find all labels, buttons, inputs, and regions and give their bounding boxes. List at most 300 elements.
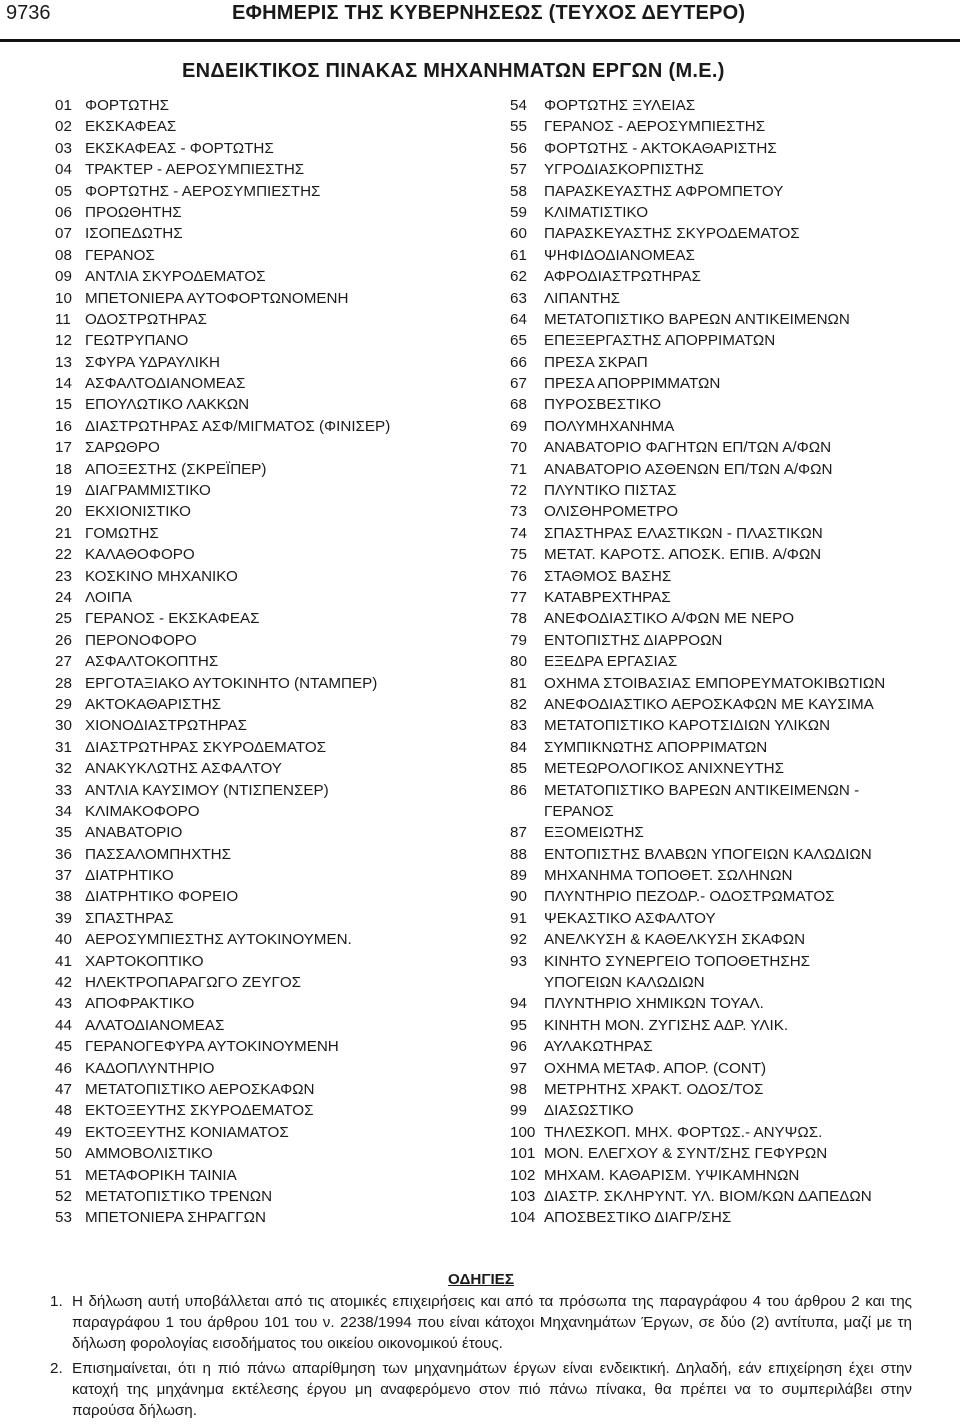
item-number: 17 [55, 439, 72, 457]
machine-list-item [510, 1186, 950, 1207]
machine-list-item [55, 288, 475, 309]
item-label: ΜΕΤΕΩΡΟΛΟΓΙΚΟΣ ΑΝΙΧΝΕΥΤΗΣ [544, 760, 784, 778]
machine-list-item [55, 1100, 475, 1121]
machine-list-item [510, 951, 950, 972]
item-label: ΔΙΑΣΤΡΩΤΗΡΑΣ ΑΣΦ/ΜΙΓΜΑΤΟΣ (ΦΙΝΙΣΕΡ) [85, 417, 391, 435]
item-label: ΦΟΡΤΩΤΗΣ ΞΥΛΕΙΑΣ [544, 97, 696, 114]
item-label: ΟΔΟΣΤΡΩΤΗΡΑΣ [85, 310, 208, 328]
machine-list-item [55, 95, 475, 116]
left-column-list [55, 95, 475, 1229]
machine-list-item [55, 1036, 475, 1057]
item-label: ΕΞΕΔΡΑ ΕΡΓΑΣΙΑΣ [544, 653, 678, 671]
machine-list-item [55, 1015, 475, 1036]
page-header [0, 2, 960, 32]
item-label-continuation: ΥΠΟΓΕΙΩΝ ΚΑΛΩΔΙΩΝ [544, 974, 705, 992]
machine-list-item [510, 630, 950, 651]
item-label: ΕΝΤΟΠΙΣΤΗΣ ΒΛΑΒΩΝ ΥΠΟΓΕΙΩΝ ΚΑΛΩΔΙΩΝ [544, 845, 872, 863]
item-number: 25 [55, 610, 72, 628]
machine-list-item [510, 416, 950, 437]
machine-list-item [510, 886, 950, 907]
machine-list-item [510, 1207, 950, 1228]
item-label: ΠΛΥΝΤΗΡΙΟ ΧΗΜΙΚΩΝ ΤΟΥΑΛ. [544, 995, 764, 1013]
item-number: 94 [510, 995, 527, 1013]
machine-list-item [55, 737, 475, 758]
machine-list-item [55, 523, 475, 544]
machine-list-item [510, 288, 950, 309]
item-number: 54 [510, 97, 527, 114]
item-label: ΔΙΑΤΡΗΤΙΚΟ [85, 867, 174, 885]
machine-list-item [510, 373, 950, 394]
item-label-continuation: ΓΕΡΑΝΟΣ [544, 802, 614, 820]
item-number: 97 [510, 1059, 527, 1077]
machine-list-item [510, 116, 950, 137]
machine-list-item [55, 972, 475, 993]
machine-list-item [510, 758, 950, 779]
item-number: 12 [55, 332, 72, 350]
item-label: ΑΠΟΦΡΑΚΤΙΚΟ [85, 995, 195, 1013]
item-number: 67 [510, 375, 527, 393]
item-number: 86 [510, 781, 527, 799]
machine-list-item [510, 566, 950, 587]
machine-list-item [55, 1058, 475, 1079]
machine-list-item [510, 1165, 950, 1186]
machine-list-item [510, 1058, 950, 1079]
item-label: ΚΛΙΜΑΚΟΦΟΡΟ [85, 802, 200, 820]
machine-list-item [55, 1079, 475, 1100]
machine-list-item [55, 394, 475, 415]
item-label: ΕΠΕΞΕΡΓΑΣΤΗΣ ΑΠΟΡΡΙΜΑΤΩΝ [544, 332, 776, 350]
item-label: ΔΙΑΣΤΡ. ΣΚΛΗΡΥΝΤ. ΥΛ. ΒΙΟΜ/ΚΩΝ ΔΑΠΕΔΩΝ [544, 1187, 872, 1205]
machine-list-item [55, 844, 475, 865]
machine-list-item [55, 202, 475, 223]
item-label: ΓΕΡΑΝΟΓΕΦΥΡΑ ΑΥΤΟΚΙΝΟΥΜΕΝΗ [85, 1038, 339, 1056]
item-number: 28 [55, 674, 72, 692]
machine-list-item [55, 801, 475, 822]
item-number: 36 [55, 845, 72, 863]
item-number: 31 [55, 738, 72, 756]
machine-list-item [55, 1186, 475, 1207]
machine-list-item [510, 929, 950, 950]
machine-list-item [55, 1122, 475, 1143]
item-number: 08 [55, 246, 72, 264]
item-label: ΚΙΝΗΤΗ ΜΟΝ. ΖΥΓΙΣΗΣ ΑΔΡ. ΥΛΙΚ. [544, 1016, 789, 1034]
item-number: 49 [55, 1123, 72, 1141]
item-label: ΑΝΤΛΙΑ ΚΑΥΣΙΜΟΥ (ΝΤΙΣΠΕΝΣΕΡ) [85, 781, 329, 799]
item-label: ΤΗΛΕΣΚΟΠ. ΜΗΧ. ΦΟΡΤΩΣ.- ΑΝΥΨΩΣ. [544, 1123, 823, 1141]
item-number: 78 [510, 610, 527, 628]
machine-list-item [55, 181, 475, 202]
machine-list-item [510, 544, 950, 565]
item-number: 58 [510, 182, 527, 200]
machine-list-item [510, 309, 950, 330]
item-number: 101 [510, 1145, 536, 1163]
item-number: 98 [510, 1080, 527, 1098]
item-label: ΣΠΑΣΤΗΡΑΣ [85, 909, 174, 927]
item-number: 37 [55, 867, 72, 885]
item-number: 59 [510, 203, 527, 221]
machine-list-item [55, 245, 475, 266]
item-number: 89 [510, 867, 527, 885]
item-number: 27 [55, 653, 72, 671]
item-label: ΜΕΤΑΤΟΠΙΣΤΙΚΟ ΚΑΡΟΤΣΙΔΙΩΝ ΥΛΙΚΩΝ [544, 717, 831, 735]
item-number: 41 [55, 952, 72, 970]
item-label: ΜΗΧΑΝΗΜΑ ΤΟΠΟΘΕΤ. ΣΩΛΗΝΩΝ [544, 867, 793, 885]
machine-list-item [510, 673, 950, 694]
item-label: ΕΚΧΙΟΝΙΣΤΙΚΟ [85, 503, 191, 521]
item-label: ΣΤΑΘΜΟΣ ΒΑΣΗΣ [544, 567, 672, 585]
machine-list-item [55, 459, 475, 480]
machine-list-item [510, 844, 950, 865]
item-label: ΑΝΕΛΚΥΣΗ & ΚΑΘΕΛΚΥΣΗ ΣΚΑΦΩΝ [544, 931, 806, 949]
item-number: 100 [510, 1123, 536, 1141]
machine-list-item [510, 266, 950, 287]
item-number: 38 [55, 888, 72, 906]
machine-list-item [55, 116, 475, 137]
item-number: 81 [510, 674, 527, 692]
item-label: ΟΧΗΜΑ ΜΕΤΑΦ. ΑΠΟΡ. (CONT) [544, 1059, 767, 1077]
item-number: 46 [55, 1059, 72, 1077]
machine-list-item [55, 587, 475, 608]
item-number: 90 [510, 888, 527, 906]
item-number: 104 [510, 1209, 536, 1227]
item-label: ΜΗΧΑΜ. ΚΑΘΑΡΙΣΜ. ΥΨΙΚΑΜΗΝΩΝ [544, 1166, 800, 1184]
machine-list-item [55, 480, 475, 501]
item-label: ΠΛΥΝΤΗΡΙΟ ΠΕΖΟΔΡ.- ΟΔΟΣΤΡΩΜΑΤΟΣ [544, 888, 835, 906]
item-number: 09 [55, 268, 72, 286]
item-number: 02 [55, 118, 72, 136]
item-label: ΓΕΡΑΝΟΣ - ΑΕΡΟΣΥΜΠΙΕΣΤΗΣ [544, 118, 766, 136]
machine-list-item [55, 138, 475, 159]
machine-list-item [510, 352, 950, 373]
item-number: 92 [510, 931, 527, 949]
machine-list-item [510, 523, 950, 544]
item-number: 07 [55, 225, 72, 243]
item-label: ΑΛΑΤΟΔΙΑΝΟΜΕΑΣ [85, 1016, 225, 1034]
item-number: 70 [510, 439, 527, 457]
item-label: ΓΟΜΩΤΗΣ [85, 524, 159, 542]
item-label: ΟΧΗΜΑ ΣΤΟΙΒΑΣΙΑΣ ΕΜΠΟΡΕΥΜΑΤΟΚΙΒΩΤΙΩΝ [544, 674, 886, 692]
machine-list-item [55, 1143, 475, 1164]
item-number: 68 [510, 396, 527, 414]
item-label: ΑΠΟΣΒΕΣΤΙΚΟ ΔΙΑΓΡ/ΣΗΣ [544, 1209, 732, 1227]
item-label: ΔΙΑΤΡΗΤΙΚΟ ΦΟΡΕΙΟ [85, 888, 239, 906]
page-number: 9736 [6, 2, 51, 24]
item-label: ΚΑΔΟΠΛΥΝΤΗΡΙΟ [85, 1059, 215, 1077]
machine-list-item [55, 908, 475, 929]
machine-list-item [55, 501, 475, 522]
machine-list-item [55, 566, 475, 587]
machine-list-item [510, 993, 950, 1014]
item-label: ΣΦΥΡΑ ΥΔΡΑΥΛΙΚΗ [85, 353, 220, 371]
item-label: ΜΕΤΑΤΟΠΙΣΤΙΚΟ ΒΑΡΕΩΝ ΑΝΤΙΚΕΙΜΕΝΩΝ - [544, 781, 860, 799]
item-number: 84 [510, 738, 527, 756]
item-label: ΜΕΤΑΤΟΠΙΣΤΙΚΟ ΤΡΕΝΩΝ [85, 1187, 273, 1205]
item-label: ΠΥΡΟΣΒΕΣΤΙΚΟ [544, 396, 662, 414]
item-label: ΧΙΟΝΟΔΙΑΣΤΡΩΤΗΡΑΣ [85, 717, 248, 735]
machine-list-item [55, 1165, 475, 1186]
machine-list-item [510, 1122, 950, 1143]
machine-list-item [510, 223, 950, 244]
machine-list-item [510, 330, 950, 351]
machine-list-item [510, 159, 950, 180]
item-label: ΕΚΤΟΞΕΥΤΗΣ ΣΚΥΡΟΔΕΜΑΤΟΣ [85, 1102, 314, 1120]
item-number: 51 [55, 1166, 72, 1184]
item-number: 06 [55, 203, 72, 221]
machine-list-item [510, 1036, 950, 1057]
item-number: 16 [55, 417, 72, 435]
machine-list-item [510, 1100, 950, 1121]
item-number: 39 [55, 909, 72, 927]
machine-list-item [55, 437, 475, 458]
machine-list-item [55, 416, 475, 437]
item-label: ΑΣΦΑΛΤΟΔΙΑΝΟΜΕΑΣ [85, 375, 246, 393]
machine-list-item [55, 758, 475, 779]
item-label: ΠΟΛΥΜΗΧΑΝΗΜΑ [544, 417, 675, 435]
item-number: 24 [55, 588, 72, 606]
item-number: 45 [55, 1038, 72, 1056]
item-label: ΕΝΤΟΠΙΣΤΗΣ ΔΙΑΡΡΟΩΝ [544, 631, 723, 649]
item-label: ΣΑΡΩΘΡΟ [85, 439, 160, 457]
item-number: 72 [510, 482, 527, 500]
item-number: 43 [55, 995, 72, 1013]
item-label: ΑΝΑΚΥΚΛΩΤΗΣ ΑΣΦΑΛΤΟΥ [85, 760, 282, 778]
item-number: 65 [510, 332, 527, 350]
machine-list-item [510, 715, 950, 736]
machine-list-item [55, 780, 475, 801]
item-label: ΕΞΟΜΕΙΩΤΗΣ [544, 824, 644, 842]
item-label: ΜΠΕΤΟΝΙΕΡΑ ΑΥΤΟΦΟΡΤΩΝΟΜΕΝΗ [85, 289, 349, 307]
machine-list-item [510, 822, 950, 843]
item-number: 32 [55, 760, 72, 778]
item-label: ΠΛΥΝΤΙΚΟ ΠΙΣΤΑΣ [544, 482, 677, 500]
item-label: ΗΛΕΚΤΡΟΠΑΡΑΓΩΓΟ ΖΕΥΓΟΣ [85, 974, 302, 992]
machine-list-item [510, 202, 950, 223]
item-number: 47 [55, 1080, 72, 1098]
item-number: 26 [55, 631, 72, 649]
item-number: 96 [510, 1038, 527, 1056]
item-label: ΚΑΛΑΘΟΦΟΡΟ [85, 546, 195, 564]
item-label: ΓΕΩΤΡΥΠΑΝΟ [85, 332, 189, 350]
item-label: ΦΟΡΤΩΤΗΣ - ΑΕΡΟΣΥΜΠΙΕΣΤΗΣ [85, 182, 321, 200]
instruction-item [50, 1291, 912, 1354]
item-number: 73 [510, 503, 527, 521]
machine-list-item [510, 437, 950, 458]
machine-list-item [55, 1207, 475, 1228]
machine-list-item [510, 181, 950, 202]
item-number: 61 [510, 246, 527, 264]
item-number: 40 [55, 931, 72, 949]
item-label: ΓΕΡΑΝΟΣ - ΕΚΣΚΑΦΕΑΣ [85, 610, 260, 628]
item-label: ΔΙΑΣΩΣΤΙΚΟ [544, 1102, 634, 1120]
machine-list-item [510, 138, 950, 159]
item-label: ΠΡΕΣΑ ΣΚΡΑΠ [544, 353, 648, 371]
item-number: 99 [510, 1102, 527, 1120]
item-label: ΑΣΦΑΛΤΟΚΟΠΤΗΣ [85, 653, 219, 671]
item-label: ΕΚΣΚΑΦΕΑΣ [85, 118, 177, 136]
item-label: ΑΝΤΛΙΑ ΣΚΥΡΟΔΕΜΑΤΟΣ [85, 268, 266, 286]
item-label: ΜΕΤΑΤ. ΚΑΡΟΤΣ. ΑΠΟΣΚ. ΕΠΙΒ. Α/ΦΩΝ [544, 546, 822, 564]
machine-list-item [510, 1015, 950, 1036]
machine-list-item [510, 501, 950, 522]
machine-list-item [510, 1143, 950, 1164]
item-number: 88 [510, 845, 527, 863]
item-number: 87 [510, 824, 527, 842]
item-number: 29 [55, 695, 72, 713]
item-number: 52 [55, 1187, 72, 1205]
item-number: 19 [55, 482, 72, 500]
machine-list-item [55, 630, 475, 651]
item-number: 57 [510, 161, 527, 179]
table-title: ΕΝΔΕΙΚΤΙΚΟΣ ΠΙΝΑΚΑΣ ΜΗΧΑΝΗΜΑΤΩΝ ΕΡΓΩΝ (Μ.Ε.) [182, 60, 725, 82]
item-label: ΦΟΡΤΩΤΗΣ - ΑΚΤΟΚΑΘΑΡΙΣΤΗΣ [544, 139, 777, 157]
item-label: ΣΠΑΣΤΗΡΑΣ ΕΛΑΣΤΙΚΩΝ - ΠΛΑΣΤΙΚΩΝ [544, 524, 823, 542]
item-number: 69 [510, 417, 527, 435]
item-label: ΑΜΜΟΒΟΛΙΣΤΙΚΟ [85, 1145, 213, 1163]
machine-list-item [510, 651, 950, 672]
instruction-item [50, 1358, 912, 1421]
item-label: ΠΑΡΑΣΚΕΥΑΣΤΗΣ ΣΚΥΡΟΔΕΜΑΤΟΣ [544, 225, 800, 243]
item-label: ΑΕΡΟΣΥΜΠΙΕΣΤΗΣ ΑΥΤΟΚΙΝΟΥΜΕΝ. [85, 931, 352, 949]
item-label: ΜΕΤΡΗΤΗΣ ΧΡΑΚΤ. ΟΔΟΣ/ΤΟΣ [544, 1080, 764, 1098]
machine-list-item [55, 223, 475, 244]
header-rule [0, 39, 960, 42]
item-number: 15 [55, 396, 72, 414]
machine-list-item [510, 1079, 950, 1100]
machine-list-item [55, 309, 475, 330]
item-label: ΜΕΤΑΤΟΠΙΣΤΙΚΟ ΑΕΡΟΣΚΑΦΩΝ [85, 1080, 315, 1098]
item-label: ΦΟΡΤΩΤΗΣ [85, 97, 170, 114]
item-number: 50 [55, 1145, 72, 1163]
item-number: 76 [510, 567, 527, 585]
machine-list-item [510, 394, 950, 415]
item-label: ΕΠΟΥΛΩΤΙΚΟ ΛΑΚΚΩΝ [85, 396, 250, 414]
item-label: ΓΕΡΑΝΟΣ [85, 246, 155, 264]
item-label: ΚΑΤΑΒΡΕΧΤΗΡΑΣ [544, 588, 671, 606]
gazette-title: ΕΦΗΜΕΡΙΣ ΤΗΣ ΚΥΒΕΡΝΗΣΕΩΣ (ΤΕΥΧΟΣ ΔΕΥΤΕΡΟ) [232, 2, 746, 24]
machine-list-item [55, 951, 475, 972]
item-label: ΚΟΣΚΙΝΟ ΜΗΧΑΝΙΚΟ [85, 567, 238, 585]
item-label: ΣΥΜΠΙΚΝΩΤΗΣ ΑΠΟΡΡΙΜΑΤΩΝ [544, 738, 768, 756]
item-number: 22 [55, 546, 72, 564]
item-label: ΜΟΝ. ΕΛΕΓΧΟΥ & ΣΥΝΤ/ΣΗΣ ΓΕΦΥΡΩΝ [544, 1145, 828, 1163]
item-number: 10 [55, 289, 72, 307]
item-label: ΚΙΝΗΤΟ ΣΥΝΕΡΓΕΙΟ ΤΟΠΟΘΕΤΗΣΗΣ [544, 952, 811, 970]
machine-list-item [55, 544, 475, 565]
instructions-title: ΟΔΗΓΙΕΣ [448, 1271, 514, 1288]
machine-list-item [55, 330, 475, 351]
item-label: ΜΠΕΤΟΝΙΕΡΑ ΣΗΡΑΓΓΩΝ [85, 1209, 266, 1227]
machine-list-item [510, 587, 950, 608]
item-number: 79 [510, 631, 527, 649]
machine-list-item [55, 608, 475, 629]
machine-list-item [55, 993, 475, 1014]
item-number: 04 [55, 161, 72, 179]
machine-list-item [510, 608, 950, 629]
item-label: ΛΟΙΠΑ [85, 588, 132, 606]
item-label: ΑΝΕΦΟΔΙΑΣΤΙΚΟ ΑΕΡΟΣΚΑΦΩΝ ΜΕ ΚΑΥΣΙΜΑ [544, 695, 874, 713]
item-label: ΔΙΑΣΤΡΩΤΗΡΑΣ ΣΚΥΡΟΔΕΜΑΤΟΣ [85, 738, 327, 756]
item-label: ΧΑΡΤΟΚΟΠΤΙΚΟ [85, 952, 204, 970]
machine-list-item [510, 737, 950, 758]
item-number: 01 [55, 97, 72, 114]
item-number: 62 [510, 268, 527, 286]
item-label: ΑΦΡΟΔΙΑΣΤΡΩΤΗΡΑΣ [544, 268, 701, 286]
item-label: ΜΕΤΑΤΟΠΙΣΤΙΚΟ ΒΑΡΕΩΝ ΑΝΤΙΚΕΙΜΕΝΩΝ [544, 310, 850, 328]
item-label: ΨΗΦΙΔΟΔΙΑΝΟΜΕΑΣ [544, 246, 695, 264]
item-number: 35 [55, 824, 72, 842]
item-number: 102 [510, 1166, 536, 1184]
machine-list-item [55, 673, 475, 694]
machine-list-item [55, 865, 475, 886]
right-column-list [510, 95, 950, 1229]
item-number: 05 [55, 182, 72, 200]
item-label: ΑΝΑΒΑΤΟΡΙΟ ΦΑΓΗΤΩΝ ΕΠ/ΤΩΝ Α/ΦΩΝ [544, 439, 832, 457]
item-number: 44 [55, 1016, 72, 1034]
machine-list-item [55, 694, 475, 715]
item-label: ΑΥΛΑΚΩΤΗΡΑΣ [544, 1038, 653, 1056]
item-number: 85 [510, 760, 527, 778]
item-number: 83 [510, 717, 527, 735]
instruction-number: 2. [50, 1360, 63, 1377]
machine-list-item [510, 480, 950, 501]
machine-list-item [55, 715, 475, 736]
item-label: ΤΡΑΚΤΕΡ - ΑΕΡΟΣΥΜΠΙΕΣΤΗΣ [85, 161, 305, 179]
item-number: 23 [55, 567, 72, 585]
item-number: 30 [55, 717, 72, 735]
item-label: ΑΠΟΞΕΣΤΗΣ (ΣΚΡΕΪΠΕΡ) [85, 460, 267, 478]
item-number: 71 [510, 460, 527, 478]
machine-list-item [55, 352, 475, 373]
item-number: 75 [510, 546, 527, 564]
instructions-section [50, 1269, 912, 1425]
machine-list-item [510, 780, 950, 801]
item-number: 103 [510, 1187, 536, 1205]
item-number: 77 [510, 588, 527, 606]
item-label: ΛΙΠΑΝΤΗΣ [544, 289, 621, 307]
instruction-text: Η δήλωση αυτή υποβάλλεται από τις ατομικές επιχειρήσεις και από τα πρόσωπα της παραγράφου 4 του άρθρου 2 και της παραγράφου 1 του άρθρου 101 του ν. 2238/1994 που είναι κάτοχοι Μηχανημάτων Έργων, σε δύο (2) αντίτυπα, μαζί με τη δήλωση φορολογίας εισοδήματος του οικείου οικονομικού έτους. [72, 1293, 912, 1352]
machine-list-item [510, 865, 950, 886]
item-number: 93 [510, 952, 527, 970]
item-number: 14 [55, 375, 72, 393]
machine-list-item [510, 908, 950, 929]
item-label: ΕΡΓΟΤΑΞΙΑΚΟ ΑΥΤΟΚΙΝΗΤΟ (ΝΤΑΜΠΕΡ) [85, 674, 378, 692]
item-label: ΜΕΤΑΦΟΡΙΚΗ ΤΑΙΝΙΑ [85, 1166, 237, 1184]
machine-list-item [55, 159, 475, 180]
item-label: ΕΚΤΟΞΕΥΤΗΣ ΚΟΝΙΑΜΑΤΟΣ [85, 1123, 289, 1141]
machine-list-item [55, 266, 475, 287]
item-label: ΑΝΑΒΑΤΟΡΙΟ [85, 824, 183, 842]
machine-list-item [55, 373, 475, 394]
item-number: 53 [55, 1209, 72, 1227]
item-label: ΠΑΡΑΣΚΕΥΑΣΤΗΣ ΑΦΡΟΜΠΕΤΟΥ [544, 182, 784, 200]
item-number: 03 [55, 139, 72, 157]
item-number: 74 [510, 524, 527, 542]
item-label: ΙΣΟΠΕΔΩΤΗΣ [85, 225, 183, 243]
machine-list-item [55, 651, 475, 672]
instruction-text: Επισημαίνεται, ότι η πιό πάνω απαρίθμηση των μηχανημάτων έργων είναι ενδεικτική. Δηλαδή, εάν επιχείρηση έχει στην κατοχή της μηχάνημα εκτέλεσης έργου μη αναφερόμενο στον πιό πάνω πίνακα, θα πρέπει να το συμπεριλάβει στην παρούσα δήλωση. [72, 1360, 912, 1419]
item-label: ΑΚΤΟΚΑΘΑΡΙΣΤΗΣ [85, 695, 222, 713]
item-number: 34 [55, 802, 72, 820]
item-number: 56 [510, 139, 527, 157]
item-number: 95 [510, 1016, 527, 1034]
item-number: 13 [55, 353, 72, 371]
item-label: ΟΛΙΣΘΗΡΟΜΕΤΡΟ [544, 503, 679, 521]
machine-list-item [510, 245, 950, 266]
item-label: ΑΝΑΒΑΤΟΡΙΟ ΑΣΘΕΝΩΝ ΕΠ/ΤΩΝ Α/ΦΩΝ [544, 460, 833, 478]
item-label: ΠΕΡΟΝΟΦΟΡΟ [85, 631, 197, 649]
item-label: ΠΡΕΣΑ ΑΠΟΡΡΙΜΜΑΤΩΝ [544, 375, 721, 393]
machine-list-item [510, 459, 950, 480]
